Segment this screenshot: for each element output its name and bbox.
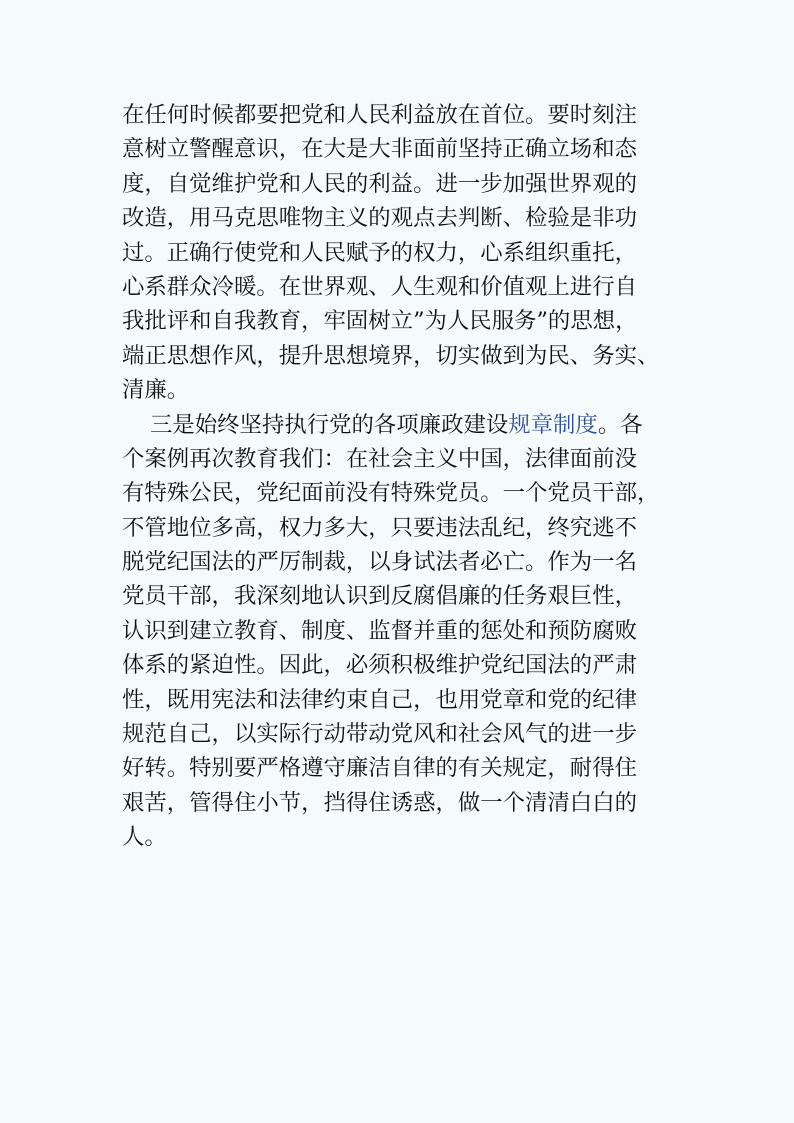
text-line: 过。正确行使党和人民赋予的权力，心系组织重托， (122, 239, 637, 266)
regulations-link[interactable]: 规章制度 (508, 411, 598, 438)
text-line: 性，既用宪法和法律约束自己，也用党章和党的纪律 (122, 686, 637, 713)
paragraph-1 (122, 98, 694, 408)
text-line: 规范自己，以实际行动带动党风和社会风气的进一步 (122, 721, 637, 748)
text-line: 认识到建立教育、制度、监督并重的惩处和预防腐败 (122, 617, 637, 644)
text-line: 端正思想作风，提升思想境界，切实做到为民、务实、 (122, 342, 660, 369)
text-line: 不管地位多高，权力多大，只要违法乱纪，终究逃不 (122, 514, 637, 541)
text-line: 改造，用马克思唯物主义的观点去判断、检验是非功 (122, 205, 637, 232)
text-line: 艰苦，管得住小节，挡得住诱惑，做一个清清白白的 (122, 789, 637, 816)
text-line: 意树立警醒意识，在大是大非面前坚持正确立场和态 (122, 136, 637, 163)
text-before-link: 三是始终坚持执行党的各项廉政建设 (150, 411, 509, 438)
text-line: 清廉。 (122, 377, 190, 404)
text-after-link: 。各 (597, 411, 643, 438)
text-line: 在任何时候都要把党和人民利益放在首位。要时刻注 (122, 102, 637, 128)
text-line: 心系群众冷暖。在世界观、人生观和价值观上进行自 (122, 273, 637, 300)
text-line: 度，自觉维护党和人民的利益。进一步加强世界观的 (122, 170, 637, 197)
text-line: 脱党纪国法的严厉制裁，以身试法者必亡。作为一名 (122, 549, 637, 576)
paragraph-2 (122, 408, 694, 855)
document-body (122, 98, 694, 855)
text-line: 党员干部，我深刻地认识到反腐倡廉的任务艰巨性， (122, 583, 637, 610)
text-line: 有特殊公民，党纪面前没有特殊党员。一个党员干部， (122, 480, 660, 507)
text-line: 好转。特别要严格遵守廉洁自律的有关规定，耐得住 (122, 755, 637, 782)
text-line-first (122, 408, 694, 442)
text-line: 我批评和自我教育，牢固树立”为人民服务”的思想， (122, 308, 638, 335)
text-line: 个案例再次教育我们：在社会主义中国，法律面前没 (122, 445, 637, 472)
text-line: 体系的紧迫性。因此，必须积极维护党纪国法的严肃 (122, 652, 637, 679)
text-line: 人。 (122, 824, 167, 851)
